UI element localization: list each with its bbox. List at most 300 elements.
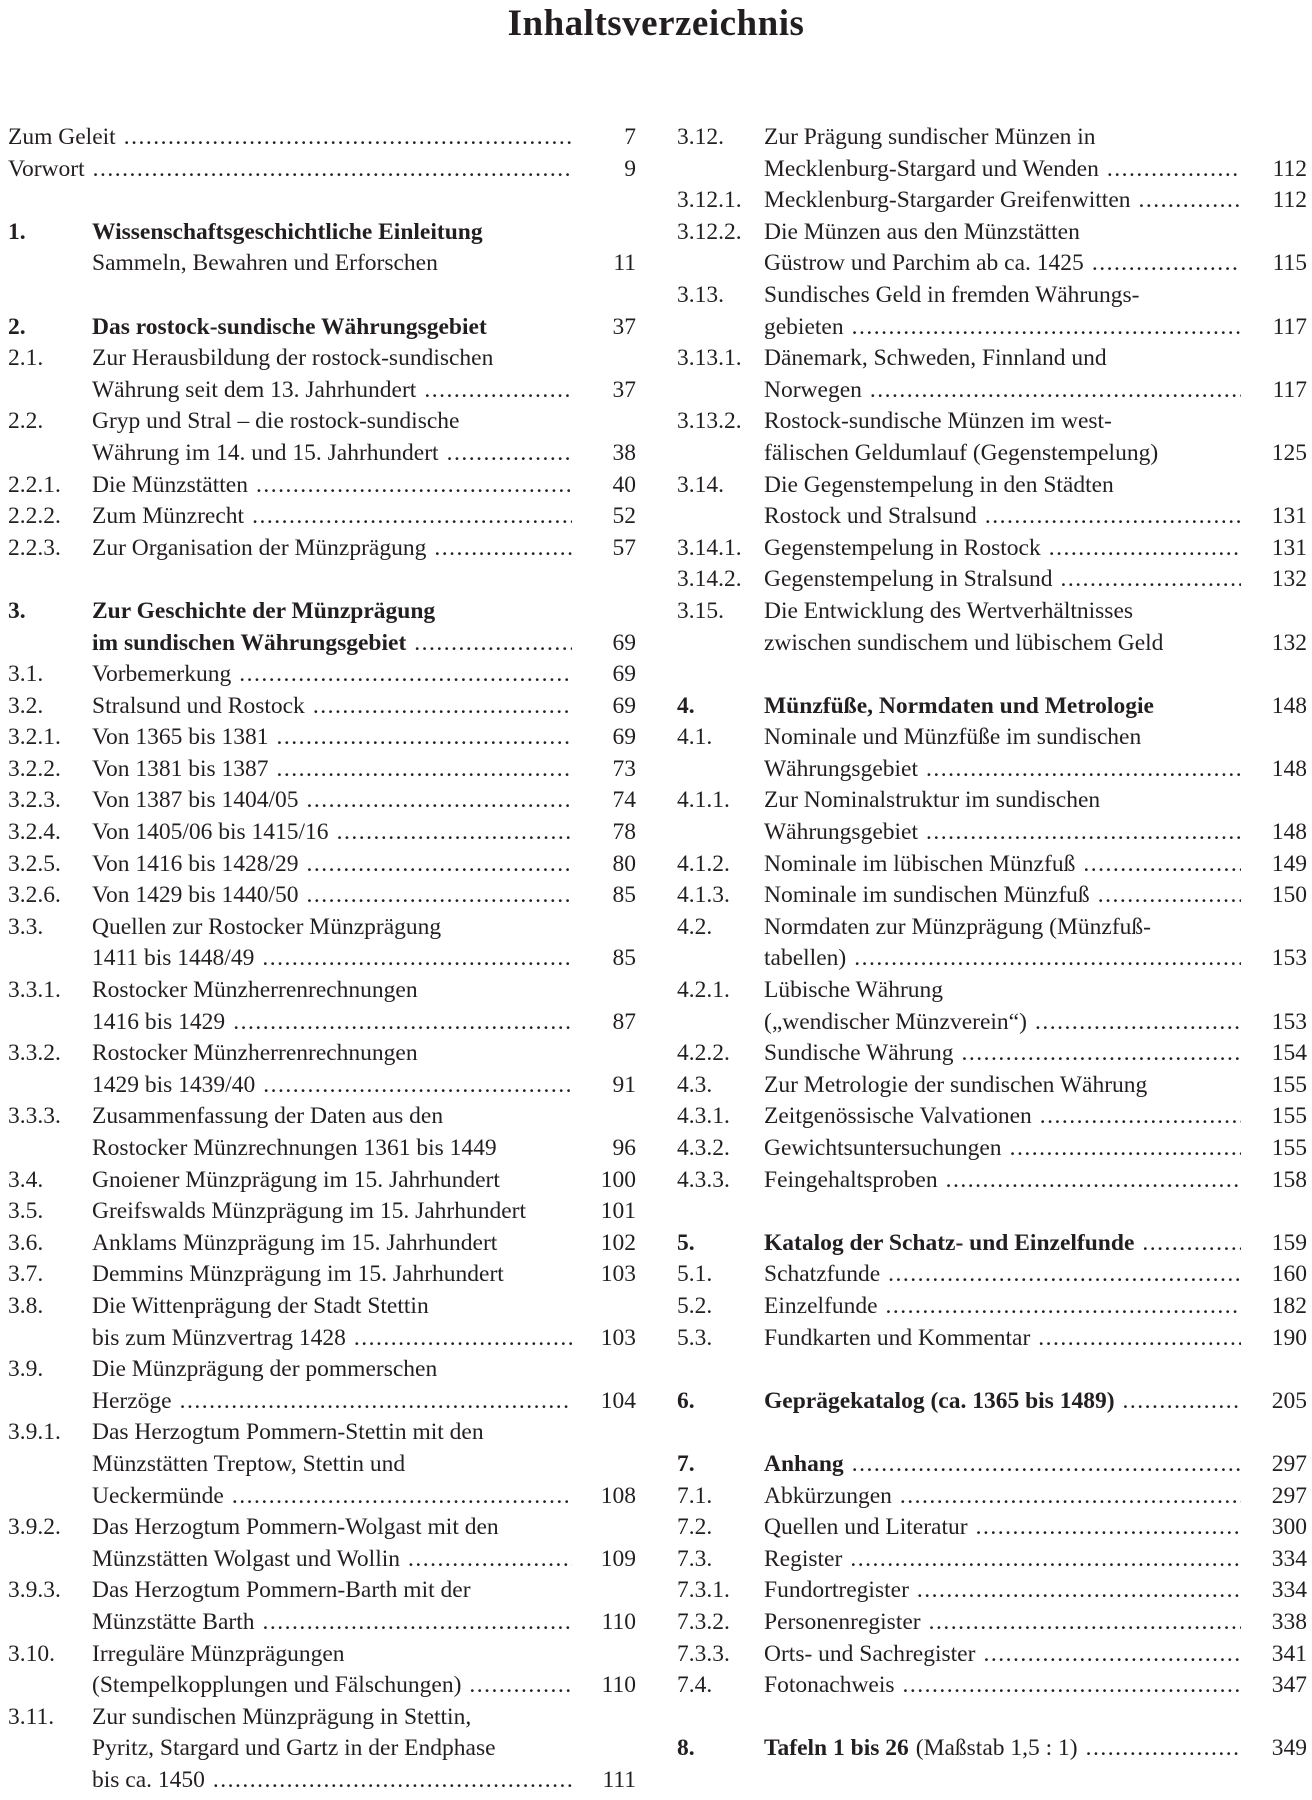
toc-entry[interactable] bbox=[8, 1702, 636, 1797]
toc-entry-page: 131 bbox=[1271, 503, 1307, 530]
toc-entry[interactable] bbox=[8, 785, 636, 817]
toc-entry[interactable] bbox=[677, 1512, 1307, 1544]
toc-entry-title: Von 1365 bis 1381 bbox=[92, 724, 269, 751]
toc-entry-page: 69 bbox=[612, 629, 636, 656]
dot-leader bbox=[469, 1670, 572, 1702]
toc-entry-number: 3.10. bbox=[8, 1640, 55, 1667]
toc-entry-number: 4.2.2. bbox=[677, 1040, 730, 1067]
toc-column-right bbox=[677, 122, 1307, 1765]
toc-entry-title: Anhang bbox=[764, 1450, 844, 1477]
toc-entry[interactable] bbox=[677, 1101, 1307, 1133]
dot-leader bbox=[263, 1070, 572, 1102]
toc-entry[interactable] bbox=[677, 1323, 1307, 1355]
toc-entry-number: 4.3.1. bbox=[677, 1103, 730, 1130]
toc-entry[interactable] bbox=[8, 1165, 636, 1197]
toc-entry-number: 3.7. bbox=[8, 1261, 44, 1288]
toc-entry[interactable] bbox=[677, 280, 1307, 343]
dot-leader bbox=[946, 1165, 1241, 1197]
toc-entry[interactable] bbox=[677, 1038, 1307, 1070]
dot-leader bbox=[1040, 1101, 1241, 1133]
toc-entry-title: Von 1405/06 bis 1415/16 bbox=[92, 819, 329, 846]
toc-entry-number: 5.3. bbox=[677, 1324, 713, 1351]
toc-entry-title: Zur Nominalstruktur im sundischen bbox=[764, 787, 1101, 814]
toc-entry-title: Gryp und Stral – die rostock-sundische bbox=[92, 408, 460, 435]
toc-entry[interactable] bbox=[677, 217, 1307, 280]
toc-entry-number: 3.14.2. bbox=[677, 566, 742, 593]
toc-entry-number: 3.9.3. bbox=[8, 1577, 61, 1604]
toc-entry-title: Rostock und Stralsund bbox=[764, 503, 977, 530]
toc-entry[interactable] bbox=[8, 533, 636, 565]
toc-entry-page: 115 bbox=[1272, 250, 1307, 277]
dot-leader bbox=[1107, 154, 1241, 186]
toc-entry-title: Gegenstempelung in Rostock bbox=[764, 534, 1041, 561]
toc-entry[interactable] bbox=[677, 1575, 1307, 1607]
toc-entry[interactable] bbox=[8, 1512, 636, 1575]
dot-leader bbox=[1060, 564, 1241, 596]
toc-entry-number: 4. bbox=[677, 692, 695, 719]
toc-entry[interactable] bbox=[8, 343, 636, 406]
toc-entry[interactable] bbox=[8, 975, 636, 1038]
toc-entry[interactable] bbox=[677, 880, 1307, 912]
toc-entry[interactable] bbox=[8, 501, 636, 533]
toc-entry-title: Währung im 14. und 15. Jahrhundert bbox=[92, 439, 439, 466]
toc-entry-title: Nominale im lübischen Münzfuß bbox=[764, 850, 1076, 877]
toc-entry-number: 2.1. bbox=[8, 345, 44, 372]
toc-entry-number: 7.3.1. bbox=[677, 1577, 730, 1604]
toc-entry[interactable] bbox=[677, 912, 1307, 975]
dot-leader bbox=[926, 754, 1241, 786]
toc-entry[interactable] bbox=[677, 533, 1307, 565]
toc-entry-number: 7.3.2. bbox=[677, 1608, 730, 1635]
toc-entry-number: 3.3.1. bbox=[8, 977, 61, 1004]
toc-entry[interactable] bbox=[677, 596, 1307, 659]
toc-entry-page: 69 bbox=[612, 724, 636, 751]
toc-entry[interactable] bbox=[677, 785, 1307, 848]
dot-leader bbox=[1038, 1323, 1241, 1355]
toc-entry-page: 155 bbox=[1271, 1103, 1307, 1130]
toc-entry-page: 131 bbox=[1271, 534, 1307, 561]
toc-entry-page: 150 bbox=[1271, 882, 1307, 909]
toc-entry-title: („wendischer Münzverein“) bbox=[764, 1008, 1027, 1035]
toc-entry-title: Sammeln, Bewahren und Erforschen bbox=[92, 250, 438, 277]
toc-entry-page: 148 bbox=[1271, 692, 1307, 719]
toc-entry-page: 52 bbox=[612, 503, 636, 530]
dot-leader bbox=[307, 849, 572, 881]
toc-entry-page: 334 bbox=[1271, 1577, 1307, 1604]
toc-entry-title: Rostocker Münzherrenrechnungen bbox=[92, 977, 418, 1004]
toc-entry-number: 5.2. bbox=[677, 1292, 713, 1319]
toc-entry[interactable] bbox=[8, 849, 636, 881]
toc-entry-number: 2.2.2. bbox=[8, 503, 61, 530]
toc-entry-number: 2. bbox=[8, 313, 26, 340]
toc-entry-title: Vorbemerkung bbox=[92, 661, 232, 688]
toc-entry-page: 297 bbox=[1271, 1482, 1307, 1509]
toc-entry-page: 87 bbox=[612, 1008, 636, 1035]
toc-entry[interactable] bbox=[8, 1101, 636, 1164]
toc-entry[interactable] bbox=[8, 1228, 636, 1260]
toc-entry[interactable] bbox=[8, 312, 636, 344]
toc-entry-title: Von 1387 bis 1404/05 bbox=[92, 787, 299, 814]
section-spacer bbox=[677, 1417, 1307, 1449]
toc-entry-number: 3.12. bbox=[677, 124, 724, 150]
section-spacer bbox=[677, 1354, 1307, 1386]
toc-entry-number: 4.1. bbox=[677, 724, 713, 751]
toc-entry-page: 117 bbox=[1272, 376, 1307, 403]
toc-entry-number: 6. bbox=[677, 1387, 695, 1414]
toc-entry-title: Zusammenfassung der Daten aus den bbox=[92, 1103, 444, 1130]
toc-entry-number: 3.13.2. bbox=[677, 408, 742, 435]
dot-leader bbox=[929, 1607, 1241, 1639]
toc-entry-title: Zur sundischen Münzprägung in Stettin, bbox=[92, 1703, 472, 1730]
dot-leader bbox=[1139, 185, 1241, 217]
toc-entry-page: 57 bbox=[612, 534, 636, 561]
toc-entry-page: 69 bbox=[612, 661, 636, 688]
toc-entry-title: Herzöge bbox=[92, 1387, 172, 1414]
toc-entry-page: 205 bbox=[1271, 1387, 1307, 1414]
toc-entry[interactable] bbox=[8, 154, 636, 186]
toc-entry-suffix: (Maßstab 1,5 : 1) bbox=[915, 1735, 1078, 1762]
toc-entry[interactable] bbox=[677, 849, 1307, 881]
toc-entry-page: 112 bbox=[1272, 187, 1307, 214]
toc-entry-number: 4.1.1. bbox=[677, 787, 730, 814]
toc-entry[interactable] bbox=[8, 1639, 636, 1702]
toc-entry[interactable] bbox=[677, 1228, 1307, 1260]
toc-entry-number: 3.2.5. bbox=[8, 850, 61, 877]
toc-entry-page: 110 bbox=[601, 1608, 636, 1635]
toc-entry[interactable] bbox=[677, 691, 1307, 723]
toc-entry-title: Die Münzprägung der pommerschen bbox=[92, 1356, 438, 1383]
toc-entry-page: 338 bbox=[1271, 1608, 1307, 1635]
toc-entry-page: 155 bbox=[1271, 1135, 1307, 1161]
dot-leader bbox=[252, 501, 572, 533]
toc-entry-number: 2.2. bbox=[8, 408, 44, 435]
toc-entry-number: 2.2.1. bbox=[8, 471, 61, 498]
toc-entry-page: 148 bbox=[1271, 755, 1307, 782]
toc-entry-title: Quellen und Literatur bbox=[764, 1514, 968, 1541]
toc-entry-title: Gegenstempelung in Stralsund bbox=[764, 566, 1053, 593]
toc-entry-number: 4.1.2. bbox=[677, 850, 730, 877]
toc-entry-title: Norwegen bbox=[764, 376, 862, 403]
toc-entry-title: Zur Herausbildung der rostock-sundischen bbox=[92, 345, 494, 372]
toc-entry-title: fälischen Geldumlauf (Gegenstempelung) bbox=[764, 439, 1159, 466]
toc-entry-page: 154 bbox=[1271, 1040, 1307, 1067]
toc-entry[interactable] bbox=[8, 659, 636, 691]
dot-leader bbox=[1092, 248, 1241, 280]
toc-entry-title: Die Münzen aus den Münzstätten bbox=[764, 218, 1080, 245]
toc-entry[interactable] bbox=[8, 1259, 636, 1291]
toc-entry-page: 103 bbox=[600, 1324, 636, 1351]
toc-entry-number: 7.4. bbox=[677, 1672, 713, 1699]
toc-entry-number: 3.2.4. bbox=[8, 819, 61, 846]
toc-entry[interactable] bbox=[8, 406, 636, 469]
toc-entry-number: 3.3.3. bbox=[8, 1103, 61, 1130]
toc-entry-page: 341 bbox=[1271, 1640, 1307, 1667]
toc-entry-number: 3.1. bbox=[8, 661, 44, 688]
dot-leader bbox=[962, 1038, 1242, 1070]
toc-entry-page: 80 bbox=[612, 850, 636, 877]
dot-leader bbox=[256, 470, 572, 502]
dot-leader bbox=[213, 1765, 572, 1797]
toc-entry-number: 3.15. bbox=[677, 597, 724, 624]
toc-entry[interactable] bbox=[677, 1670, 1307, 1702]
dot-leader bbox=[917, 1575, 1241, 1607]
toc-entry-page: 74 bbox=[612, 787, 636, 814]
toc-entry[interactable] bbox=[8, 122, 636, 154]
toc-entry-title: Orts- und Sachregister bbox=[764, 1640, 976, 1667]
toc-entry[interactable] bbox=[677, 975, 1307, 1038]
toc-entry-page: 37 bbox=[612, 376, 636, 403]
toc-entry-number: 1. bbox=[8, 218, 26, 245]
toc-entry[interactable] bbox=[8, 1417, 636, 1512]
dot-leader bbox=[1098, 880, 1241, 912]
toc-entry-title: Nominale im sundischen Münzfuß bbox=[764, 882, 1090, 909]
toc-entry[interactable] bbox=[677, 406, 1307, 469]
toc-entry[interactable] bbox=[677, 185, 1307, 217]
toc-entry-title: Rostocker Münzrechnungen 1361 bis 1449 bbox=[92, 1135, 497, 1161]
toc-entry-title: Währungsgebiet bbox=[764, 755, 919, 782]
toc-entry[interactable] bbox=[8, 817, 636, 849]
toc-entry-page: 334 bbox=[1271, 1545, 1307, 1572]
toc-entry-page: 148 bbox=[1271, 819, 1307, 846]
toc-entry-number: 3.3. bbox=[8, 913, 44, 940]
dot-leader bbox=[233, 1007, 572, 1039]
toc-entry-page: 160 bbox=[1271, 1261, 1307, 1288]
toc-entry-title: Das Herzogtum Pommern-Wolgast mit den bbox=[92, 1514, 499, 1541]
toc-entry-title: Von 1429 bis 1440/50 bbox=[92, 882, 299, 909]
toc-entry-page: 125 bbox=[1271, 439, 1307, 466]
toc-entry[interactable] bbox=[677, 1133, 1307, 1165]
toc-entry[interactable] bbox=[8, 691, 636, 723]
toc-entry-number: 7. bbox=[677, 1450, 695, 1477]
toc-entry-title: Münzstätte Barth bbox=[92, 1608, 255, 1635]
page-title: Inhaltsverzeichnis bbox=[507, 3, 805, 44]
toc-entry-title: Zur Organisation der Münzprägung bbox=[92, 534, 427, 561]
toc-entry[interactable] bbox=[8, 880, 636, 912]
toc-entry-title: Von 1416 bis 1428/29 bbox=[92, 850, 299, 877]
toc-entry-title: Sundische Währung bbox=[764, 1040, 954, 1067]
toc-entry-title: Tafeln 1 bis 26 bbox=[764, 1735, 909, 1762]
toc-entry[interactable] bbox=[8, 1291, 636, 1354]
toc-entry-page: 149 bbox=[1271, 850, 1307, 877]
toc-entry[interactable] bbox=[677, 722, 1307, 785]
section-spacer bbox=[8, 564, 636, 596]
toc-entry[interactable] bbox=[677, 470, 1307, 533]
toc-entry[interactable] bbox=[8, 1038, 636, 1101]
toc-entry-number: 7.1. bbox=[677, 1482, 713, 1509]
toc-entry-title: Das rostock-sundische Währungsgebiet bbox=[92, 313, 487, 340]
toc-entry-title: Fotonachweis bbox=[764, 1672, 895, 1699]
toc-entry-page: 102 bbox=[600, 1229, 636, 1256]
toc-entry[interactable] bbox=[8, 470, 636, 502]
toc-entry-page: 110 bbox=[601, 1672, 636, 1699]
toc-entry-title: im sundischen Währungsgebiet bbox=[92, 629, 407, 656]
toc-entry-page: 155 bbox=[1271, 1071, 1307, 1098]
toc-entry-number: 3.8. bbox=[8, 1292, 44, 1319]
toc-entry-number: 3.9. bbox=[8, 1356, 44, 1383]
toc-entry[interactable] bbox=[8, 1354, 636, 1417]
toc-entry-number: 3.11. bbox=[8, 1703, 55, 1730]
dot-leader bbox=[232, 1481, 572, 1513]
toc-entry-page: 85 bbox=[612, 945, 636, 972]
toc-entry-title: Die Gegenstempelung in den Städten bbox=[764, 471, 1114, 498]
toc-entry-title: Von 1381 bis 1387 bbox=[92, 755, 269, 782]
dot-leader bbox=[354, 1323, 572, 1355]
toc-entry-title: (Stempelkopplungen und Fälschungen) bbox=[92, 1672, 462, 1699]
dot-leader bbox=[262, 943, 572, 975]
toc-entry[interactable] bbox=[677, 1607, 1307, 1639]
toc-entry-page: 37 bbox=[612, 313, 636, 340]
toc-entry-number: 3.12.2. bbox=[677, 218, 742, 245]
toc-entry-number: 7.2. bbox=[677, 1514, 713, 1541]
toc-entry-title: Gnoiener Münzprägung im 15. Jahrhundert bbox=[92, 1166, 500, 1193]
dot-leader bbox=[277, 722, 573, 754]
toc-entry-title: Wissenschaftsgeschichtliche Einleitung bbox=[92, 218, 483, 245]
toc-entry[interactable] bbox=[677, 1291, 1307, 1323]
toc-entry-page: 297 bbox=[1271, 1450, 1307, 1477]
toc-entry-page: 101 bbox=[600, 1198, 636, 1225]
toc-entry-number: 5. bbox=[677, 1229, 695, 1256]
toc-entry-title: Währungsgebiet bbox=[764, 819, 919, 846]
toc-entry[interactable] bbox=[677, 1070, 1307, 1102]
toc-entry[interactable] bbox=[8, 1196, 636, 1228]
dot-leader bbox=[414, 628, 572, 660]
toc-entry-number: 4.1.3. bbox=[677, 882, 730, 909]
dot-leader bbox=[976, 1512, 1241, 1544]
dot-leader bbox=[1123, 1386, 1241, 1418]
toc-entry[interactable] bbox=[8, 217, 636, 280]
toc-entry-page: 132 bbox=[1271, 629, 1307, 656]
toc-entry-page: 182 bbox=[1271, 1292, 1307, 1319]
toc-entry-title: Münzfüße, Normdaten und Metrologie bbox=[764, 692, 1154, 719]
section-spacer bbox=[8, 280, 636, 312]
toc-entry-title: Zur Geschichte der Münzprägung bbox=[92, 597, 436, 624]
dot-leader bbox=[1010, 1133, 1241, 1165]
dot-leader bbox=[852, 1449, 1241, 1481]
toc-entry[interactable] bbox=[677, 564, 1307, 596]
toc-entry-title: Schatzfunde bbox=[764, 1261, 881, 1288]
dot-leader bbox=[307, 880, 572, 912]
section-spacer bbox=[8, 185, 636, 217]
toc-entry-title: Währung seit dem 13. Jahrhundert bbox=[92, 376, 417, 403]
toc-entry-title: Feingehaltsproben bbox=[764, 1166, 938, 1193]
toc-entry-number: 3.6. bbox=[8, 1229, 44, 1256]
dot-leader bbox=[870, 375, 1241, 407]
toc-entry-title: Irreguläre Münzprägungen bbox=[92, 1640, 345, 1667]
toc-entry-number: 3.3.2. bbox=[8, 1040, 61, 1067]
toc-entry-title: bis zum Münzvertrag 1428 bbox=[92, 1324, 346, 1351]
toc-entry[interactable] bbox=[677, 343, 1307, 406]
toc-entry[interactable] bbox=[677, 1259, 1307, 1291]
toc-entry-title: Die Wittenprägung der Stadt Stettin bbox=[92, 1292, 429, 1319]
toc-entry-title: Das Herzogtum Pommern-Stettin mit den bbox=[92, 1419, 484, 1446]
toc-entry[interactable] bbox=[8, 596, 636, 659]
toc-entry-title: Zur Prägung sundischer Münzen in bbox=[764, 124, 1096, 150]
toc-entry-title: Lübische Währung bbox=[764, 977, 944, 1004]
dot-leader bbox=[854, 943, 1241, 975]
dot-leader bbox=[1086, 1733, 1241, 1765]
dot-leader bbox=[239, 659, 572, 691]
toc-entry-number: 7.3. bbox=[677, 1545, 713, 1572]
dot-leader bbox=[850, 1544, 1241, 1576]
toc-entry-title: zwischen sundischem und lübischem Geld bbox=[764, 629, 1164, 656]
toc-entry[interactable] bbox=[8, 722, 636, 754]
toc-entry-title: Demmins Münzprägung im 15. Jahrhundert bbox=[92, 1261, 504, 1288]
toc-entry[interactable] bbox=[677, 1639, 1307, 1671]
dot-leader bbox=[277, 754, 573, 786]
toc-entry-title: 1416 bis 1429 bbox=[92, 1008, 226, 1035]
toc-entry-number: 4.2. bbox=[677, 913, 713, 940]
toc-entry[interactable] bbox=[677, 1165, 1307, 1197]
toc-entry-page: 347 bbox=[1271, 1672, 1307, 1699]
toc-entry[interactable] bbox=[677, 1481, 1307, 1513]
toc-entry-number: 2.2.3. bbox=[8, 534, 61, 561]
toc-entry-number: 3.2.1. bbox=[8, 724, 61, 751]
dot-leader bbox=[434, 533, 572, 565]
dot-leader bbox=[888, 1259, 1241, 1291]
toc-entry-page: 109 bbox=[600, 1545, 636, 1572]
toc-entry-page: 300 bbox=[1271, 1514, 1307, 1541]
toc-entry-number: 3.2.2. bbox=[8, 755, 61, 782]
toc-entry-title: Mecklenburg-Stargard und Wenden bbox=[764, 155, 1099, 182]
dot-leader bbox=[1049, 533, 1241, 565]
toc-entry-title: Normdaten zur Münzprägung (Münzfuß- bbox=[764, 913, 1151, 940]
dot-leader bbox=[1035, 1007, 1241, 1039]
toc-entry[interactable] bbox=[677, 1449, 1307, 1481]
toc-entry-title: Vorwort bbox=[8, 155, 85, 182]
toc-entry[interactable] bbox=[8, 754, 636, 786]
toc-entry-title: Ueckermünde bbox=[92, 1482, 224, 1509]
toc-entry[interactable] bbox=[677, 1386, 1307, 1418]
toc-entry-title: Nominale und Münzfüße im sundischen bbox=[764, 724, 1142, 751]
toc-entry-number: 3.4. bbox=[8, 1166, 44, 1193]
toc-entry-number: 4.2.1. bbox=[677, 977, 730, 1004]
toc-entry-title: 1429 bis 1439/40 bbox=[92, 1071, 256, 1098]
toc-entry-title: Quellen zur Rostocker Münzprägung bbox=[92, 913, 442, 940]
toc-entry-title: Fundkarten und Kommentar bbox=[764, 1324, 1031, 1351]
toc-entry-title: Sundisches Geld in fremden Währungs- bbox=[764, 281, 1140, 308]
toc-entry-number: 3.2. bbox=[8, 692, 44, 719]
toc-entry-title: Stralsund und Rostock bbox=[92, 692, 305, 719]
toc-entry-page: 112 bbox=[1272, 155, 1307, 182]
toc-entry-number: 3.14.1. bbox=[677, 534, 742, 561]
toc-entry-page: 108 bbox=[600, 1482, 636, 1509]
dot-leader bbox=[983, 1639, 1241, 1671]
dot-leader bbox=[1142, 1228, 1241, 1260]
toc-entry-title: Zur Metrologie der sundischen Währung bbox=[764, 1071, 1148, 1098]
dot-leader bbox=[926, 817, 1241, 849]
toc-entry-title: Die Entwicklung des Wertverhältnisses bbox=[764, 597, 1134, 624]
toc-entry-title: Güstrow und Parchim ab ca. 1425 bbox=[764, 250, 1084, 277]
toc-entry-page: 153 bbox=[1271, 1008, 1307, 1035]
toc-entry-number: 7.3.3. bbox=[677, 1640, 730, 1667]
toc-entry[interactable] bbox=[8, 1575, 636, 1638]
toc-entry-title: Anklams Münzprägung im 15. Jahrhundert bbox=[92, 1229, 498, 1256]
toc-entry[interactable] bbox=[8, 912, 636, 975]
toc-entry-title: Geprägekatalog (ca. 1365 bis 1489) bbox=[764, 1387, 1115, 1414]
toc-entry-title: tabellen) bbox=[764, 945, 847, 972]
toc-entry-number: 8. bbox=[677, 1735, 695, 1762]
toc-entry[interactable] bbox=[677, 1733, 1307, 1765]
toc-entry[interactable] bbox=[677, 1544, 1307, 1576]
toc-entry-page: 103 bbox=[600, 1261, 636, 1288]
toc-entry-title: Münzstätten Treptow, Stettin und bbox=[92, 1450, 406, 1477]
section-spacer bbox=[677, 1196, 1307, 1228]
toc-entry[interactable] bbox=[677, 122, 1307, 185]
toc-entry-page: 69 bbox=[612, 692, 636, 719]
toc-entry-number: 3.2.6. bbox=[8, 882, 61, 909]
toc-entry-number: 3.9.2. bbox=[8, 1514, 61, 1541]
toc-entry-title: Mecklenburg-Stargarder Greifenwitten bbox=[764, 187, 1131, 214]
